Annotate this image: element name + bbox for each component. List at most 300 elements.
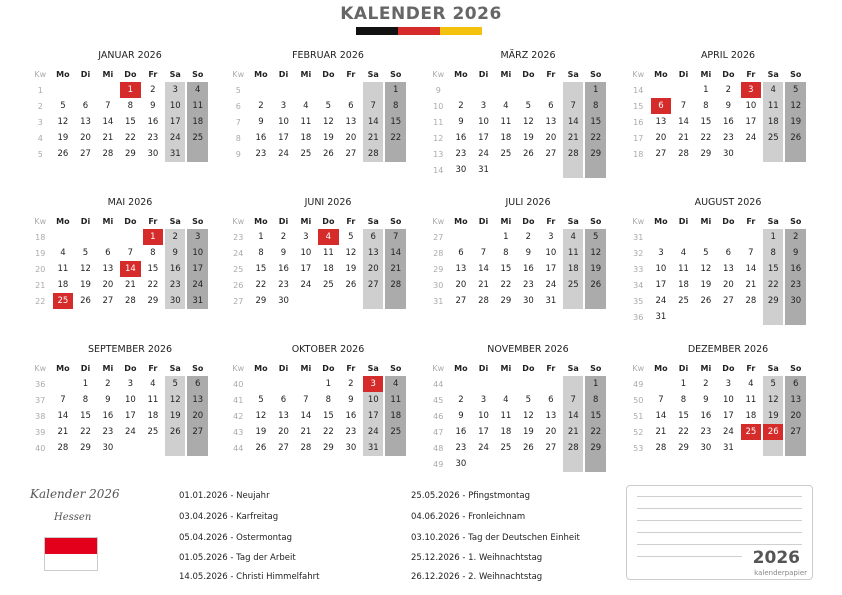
calendar-day: 21 <box>478 280 489 290</box>
month-title: JUNI 2026 <box>304 197 352 208</box>
calendar-day: 26 <box>522 443 534 453</box>
calendar-day: 25 <box>322 280 334 290</box>
weekday-header: So <box>192 216 204 226</box>
calendar-day: 4 <box>385 376 406 392</box>
flag-stripe-gold <box>440 27 482 35</box>
week-number: 19 <box>35 248 46 258</box>
week-number: 6 <box>235 101 241 111</box>
calendar-day: 29 <box>124 149 136 159</box>
calendar-day: 13 <box>102 264 114 274</box>
calendar-day: 22 <box>147 280 159 290</box>
week-number: 37 <box>35 395 46 405</box>
week-number: 7 <box>235 117 241 127</box>
calendar-day: 23 <box>785 277 806 293</box>
week-number: 41 <box>233 395 244 405</box>
empty-day <box>385 293 406 309</box>
calendar-day: 15 <box>255 264 267 274</box>
empty-day <box>541 456 561 472</box>
calendar-day: 18 <box>385 408 406 424</box>
calendar-day: 9 <box>703 395 709 405</box>
calendar-day: 1 <box>703 85 709 95</box>
weekday-header: Mi <box>102 216 114 226</box>
calendar-day: 7 <box>680 101 687 111</box>
calendar-day: 23 <box>255 149 267 159</box>
week-number: 52 <box>633 427 644 437</box>
calendar-day: 31 <box>655 312 667 322</box>
empty-day <box>651 82 672 98</box>
notes-line <box>637 556 742 557</box>
week-number: 44 <box>233 443 244 453</box>
calendar-day: 20 <box>345 133 357 143</box>
week-number: 1 <box>37 85 43 95</box>
calendar-day: 5 <box>763 376 783 392</box>
calendar-day: 16 <box>147 117 159 127</box>
calendar-day: 17 <box>655 280 667 290</box>
week-number: 44 <box>433 379 444 389</box>
calendar-day: 21 <box>124 280 136 290</box>
holiday-entry: 25.05.2026 - Pfingstmontag <box>411 491 530 501</box>
month-title: JANUAR 2026 <box>98 50 162 61</box>
weekday-header: Di <box>478 363 489 373</box>
week-number: 2 <box>37 101 43 111</box>
calendar-day: 28 <box>124 296 136 306</box>
state-name: Hessen <box>54 512 92 523</box>
calendar-day: 15 <box>678 411 689 421</box>
calendar-day: 27 <box>785 424 806 440</box>
weekday-header: Mi <box>700 216 712 226</box>
week-number: 40 <box>233 379 244 389</box>
calendar-day: 8 <box>503 248 509 258</box>
calendar-day: 10 <box>545 248 557 258</box>
calendar-day: 20 <box>278 427 289 437</box>
weekday-header: So <box>590 216 602 226</box>
holiday-entry: 05.04.2026 - Ostermontag <box>179 533 292 543</box>
calendar-day: 26 <box>80 296 91 306</box>
calendar-day: 14 <box>57 411 69 421</box>
calendar-day: 29 <box>763 293 783 309</box>
week-number: 36 <box>35 379 46 389</box>
empty-day <box>741 229 761 245</box>
weekday-header: Mo <box>56 216 70 226</box>
calendar-day: 6 <box>458 248 464 258</box>
calendar-day: 21 <box>300 427 312 437</box>
calendar-day: 29 <box>322 443 334 453</box>
calendar-day: 19 <box>522 427 534 437</box>
brand-label: kalenderpapier <box>754 569 807 577</box>
weekday-header: Do <box>722 216 735 226</box>
month-table <box>626 213 808 325</box>
calendar-day: 6 <box>280 395 287 405</box>
calendar-day: 12 <box>322 117 334 127</box>
weekday-header: Mo <box>254 363 268 373</box>
calendar-day: 21 <box>385 261 406 277</box>
calendar-day: 12 <box>785 98 806 114</box>
calendar-day: 16 <box>455 427 467 437</box>
calendar-day: 29 <box>700 149 712 159</box>
weekday-header: Sa <box>567 363 579 373</box>
calendar-day: 1 <box>503 232 509 242</box>
week-number: 38 <box>35 411 46 421</box>
empty-day <box>541 162 561 178</box>
notes-line <box>637 532 802 533</box>
weekday-header: So <box>590 363 602 373</box>
empty-day <box>696 229 716 245</box>
calendar-day: 22 <box>763 277 783 293</box>
calendar-day: 10 <box>655 264 667 274</box>
calendar-day: 5 <box>348 232 354 242</box>
week-number: 29 <box>433 264 444 274</box>
calendar-day: 16 <box>102 411 114 421</box>
week-number: 28 <box>433 248 444 258</box>
calendar-day: 9 <box>458 117 464 127</box>
calendar-day: 20 <box>102 280 114 290</box>
calendar-day: 28 <box>563 146 583 162</box>
calendar-day: 16 <box>255 133 267 143</box>
empty-day <box>763 146 783 162</box>
empty-day <box>451 229 472 245</box>
calendar-day: 25 <box>147 427 159 437</box>
calendar-day: 19 <box>763 408 783 424</box>
weekday-header: Fr <box>346 216 356 226</box>
holiday-day: 1 <box>120 82 141 98</box>
week-number: 18 <box>633 149 644 159</box>
month-table <box>626 360 808 456</box>
weekday-header: Mi <box>500 69 512 79</box>
empty-day <box>318 82 339 98</box>
calendar-day: 30 <box>522 296 534 306</box>
calendar-day: 15 <box>585 408 606 424</box>
calendar-day: 24 <box>278 149 289 159</box>
calendar-day: 18 <box>500 427 512 437</box>
empty-day <box>718 309 739 325</box>
month-calendar <box>428 197 608 309</box>
calendar-day: 23 <box>345 427 357 437</box>
calendar-day: 30 <box>345 443 357 453</box>
calendar-day: 18 <box>563 261 583 277</box>
calendar-day: 10 <box>745 101 757 111</box>
calendar-day: 28 <box>563 440 583 456</box>
empty-day <box>473 456 493 472</box>
calendar-day: 9 <box>258 117 264 127</box>
weekday-header: Fr <box>346 69 356 79</box>
holiday-entry: 01.01.2026 - Neujahr <box>179 491 270 501</box>
calendar-day: 29 <box>500 296 512 306</box>
week-number: 53 <box>633 443 644 453</box>
calendar-day: 9 <box>150 101 156 111</box>
empty-day <box>120 229 141 245</box>
month-calendar <box>428 50 608 178</box>
empty-day <box>518 456 539 472</box>
empty-day <box>541 82 561 98</box>
month-table <box>426 66 608 178</box>
empty-day <box>651 376 672 392</box>
calendar-day: 22 <box>700 133 712 143</box>
weekday-header: Sa <box>767 69 779 79</box>
week-number: 34 <box>633 280 644 290</box>
empty-day <box>75 229 95 245</box>
empty-day <box>496 376 516 392</box>
empty-day <box>473 229 493 245</box>
empty-day <box>273 82 293 98</box>
empty-day <box>98 229 118 245</box>
empty-day <box>785 440 806 456</box>
weekday-header: Sa <box>367 69 379 79</box>
calendar-day: 28 <box>57 443 69 453</box>
holiday-entry: 04.06.2026 - Fronleichnam <box>411 512 526 522</box>
week-number-header: Kw <box>632 69 645 79</box>
week-number: 3 <box>37 117 43 127</box>
month-title: APRIL 2026 <box>700 50 756 61</box>
calendar-day: 4 <box>503 395 509 405</box>
weekday-header: Sa <box>567 69 579 79</box>
calendar-day: 22 <box>322 427 334 437</box>
calendar-day: 28 <box>655 443 667 453</box>
empty-day <box>585 456 606 472</box>
weekday-header: Di <box>80 69 91 79</box>
calendar-day: 30 <box>278 296 289 306</box>
calendar-day: 2 <box>105 379 111 389</box>
notes-line <box>637 496 802 497</box>
page-title: KALENDER 2026 <box>340 4 502 24</box>
calendar-day: 5 <box>525 395 532 405</box>
calendar-day: 11 <box>763 98 783 114</box>
calendar-day: 19 <box>165 408 185 424</box>
empty-day <box>741 440 761 456</box>
week-number: 5 <box>235 85 241 95</box>
month-calendar <box>30 197 210 309</box>
weekday-header: Mo <box>654 216 668 226</box>
empty-day <box>763 440 783 456</box>
calendar-day: 6 <box>348 101 354 111</box>
empty-day <box>120 440 141 456</box>
calendar-day: 23 <box>700 427 712 437</box>
calendar-day: 28 <box>300 443 312 453</box>
calendar-day: 24 <box>745 133 757 143</box>
calendar-day: 21 <box>563 130 583 146</box>
calendar-day: 25 <box>385 424 406 440</box>
empty-day <box>187 440 208 456</box>
calendar-day: 12 <box>763 392 783 408</box>
calendar-day: 19 <box>522 133 534 143</box>
calendar-day: 7 <box>480 248 487 258</box>
calendar-day: 3 <box>303 232 309 242</box>
month-table <box>226 66 408 162</box>
calendar-day: 11 <box>678 264 689 274</box>
calendar-day: 13 <box>722 264 734 274</box>
week-number: 4 <box>37 133 43 143</box>
empty-day <box>98 82 118 98</box>
empty-day <box>651 229 672 245</box>
calendar-day: 23 <box>102 427 114 437</box>
calendar-day: 8 <box>703 101 709 111</box>
calendar-day: 26 <box>255 443 267 453</box>
calendar-day: 26 <box>345 280 357 290</box>
calendar-day: 11 <box>500 117 512 127</box>
calendar-day: 16 <box>522 264 534 274</box>
calendar-day: 23 <box>455 149 467 159</box>
calendar-day: 2 <box>725 85 732 95</box>
calendar-day: 7 <box>748 248 754 258</box>
holiday-day: 1 <box>143 229 163 245</box>
calendar-day: 24 <box>478 149 489 159</box>
calendar-day: 28 <box>363 146 383 162</box>
calendar-day: 20 <box>187 408 208 424</box>
calendar-day: 5 <box>325 101 332 111</box>
calendar-day: 6 <box>82 101 89 111</box>
calendar-day: 31 <box>545 296 557 306</box>
holiday-day: 6 <box>651 98 672 114</box>
calendar-day: 30 <box>102 443 114 453</box>
weekday-header: Fr <box>546 363 556 373</box>
weekday-header: Sa <box>367 216 379 226</box>
calendar-day: 19 <box>585 261 606 277</box>
month-title: MAI 2026 <box>107 197 153 208</box>
calendar-day: 13 <box>345 117 357 127</box>
month-calendar <box>30 50 210 162</box>
week-number: 14 <box>433 165 444 175</box>
calendar-day: 6 <box>725 248 732 258</box>
empty-day <box>251 376 272 392</box>
weekday-header: Mi <box>102 69 114 79</box>
week-number: 25 <box>233 264 244 274</box>
weekday-header: Mi <box>300 363 312 373</box>
calendar-day: 18 <box>678 280 689 290</box>
calendar-day: 7 <box>363 98 383 114</box>
notes-box <box>626 485 813 580</box>
empty-day <box>696 309 716 325</box>
calendar-day: 4 <box>60 248 66 258</box>
week-number: 15 <box>633 101 644 111</box>
empty-day <box>296 82 316 98</box>
weekday-header: Di <box>478 216 489 226</box>
week-number: 9 <box>235 149 241 159</box>
calendar-day: 30 <box>700 443 712 453</box>
calendar-day: 12 <box>80 264 91 274</box>
empty-day <box>673 229 693 245</box>
weekday-header: Do <box>322 363 335 373</box>
month-table <box>28 360 210 456</box>
weekday-header: Do <box>522 69 535 79</box>
month-calendar <box>228 197 408 309</box>
notes-line <box>637 544 802 545</box>
calendar-day: 13 <box>785 392 806 408</box>
week-number: 16 <box>633 117 644 127</box>
calendar-day: 13 <box>655 117 667 127</box>
calendar-day: 22 <box>80 427 91 437</box>
calendar-day: 24 <box>363 424 383 440</box>
weekday-header: Sa <box>169 363 181 373</box>
weekday-header: Mo <box>654 363 668 373</box>
calendar-day: 9 <box>525 248 532 258</box>
calendar-day: 5 <box>525 101 532 111</box>
empty-day <box>273 376 293 392</box>
calendar-day: 18 <box>147 411 159 421</box>
calendar-day: 7 <box>127 248 134 258</box>
weekday-header: Fr <box>546 69 556 79</box>
calendar-day: 1 <box>82 379 89 389</box>
calendar-day: 21 <box>655 427 667 437</box>
weekday-header: Mo <box>454 69 468 79</box>
calendar-day: 29 <box>80 443 91 453</box>
calendar-day: 15 <box>80 411 91 421</box>
week-number: 24 <box>233 248 244 258</box>
calendar-day: 31 <box>363 440 383 456</box>
empty-day <box>53 229 74 245</box>
calendar-day: 19 <box>785 114 806 130</box>
month-title: OKTOBER 2026 <box>291 344 365 355</box>
calendar-day: 12 <box>345 248 357 258</box>
calendar-day: 4 <box>150 379 156 389</box>
month-table <box>426 360 608 472</box>
week-number: 40 <box>35 443 46 453</box>
calendar-day: 17 <box>187 261 208 277</box>
week-number: 42 <box>233 411 244 421</box>
calendar-day: 12 <box>585 245 606 261</box>
calendar-day: 27 <box>80 149 91 159</box>
calendar-day: 5 <box>258 395 264 405</box>
weekday-header: Do <box>522 216 535 226</box>
weekday-header: Do <box>722 69 735 79</box>
week-number: 5 <box>37 149 43 159</box>
empty-day <box>53 82 74 98</box>
month-table <box>626 66 808 162</box>
calendar-day: 10 <box>722 395 734 405</box>
calendar-day: 27 <box>278 443 289 453</box>
week-number: 17 <box>633 133 644 143</box>
weekday-header: Sa <box>367 363 379 373</box>
empty-day <box>518 162 539 178</box>
weekday-header: Fr <box>346 363 356 373</box>
calendar-day: 6 <box>187 376 208 392</box>
calendar-day: 21 <box>102 133 114 143</box>
calendar-day: 8 <box>127 101 134 111</box>
empty-day <box>496 162 516 178</box>
calendar-day: 12 <box>255 411 267 421</box>
calendar-day: 11 <box>385 392 406 408</box>
calendar-day: 22 <box>585 130 606 146</box>
week-number-header: Kw <box>232 69 245 79</box>
calendar-day: 30 <box>785 293 806 309</box>
month-calendar <box>628 197 808 325</box>
calendar-day: 5 <box>585 229 606 245</box>
week-number: 27 <box>433 232 444 242</box>
calendar-day: 1 <box>258 232 264 242</box>
calendar-day: 4 <box>680 248 687 258</box>
calendar-day: 22 <box>255 280 267 290</box>
empty-day <box>363 82 383 98</box>
week-number: 22 <box>35 296 46 306</box>
calendar-day: 27 <box>187 424 208 440</box>
calendar-day: 28 <box>385 277 406 293</box>
calendar-day: 23 <box>455 443 467 453</box>
calendar-day: 16 <box>455 133 467 143</box>
weekday-header: So <box>390 69 402 79</box>
calendar-day: 14 <box>300 411 312 421</box>
holiday-entry: 03.04.2026 - Karfreitag <box>179 512 279 522</box>
week-number-header: Kw <box>432 363 445 373</box>
week-number-header: Kw <box>432 216 445 226</box>
calendar-day: 8 <box>325 395 332 405</box>
calendar-day: 3 <box>165 82 185 98</box>
germany-flag-bar <box>356 27 482 35</box>
calendar-day: 24 <box>187 277 208 293</box>
weekday-header: So <box>790 69 802 79</box>
weekday-header: Di <box>478 69 489 79</box>
calendar-day: 18 <box>57 280 69 290</box>
calendar-day: 14 <box>678 117 689 127</box>
weekday-header: Di <box>278 216 289 226</box>
weekday-header: Mo <box>56 69 70 79</box>
